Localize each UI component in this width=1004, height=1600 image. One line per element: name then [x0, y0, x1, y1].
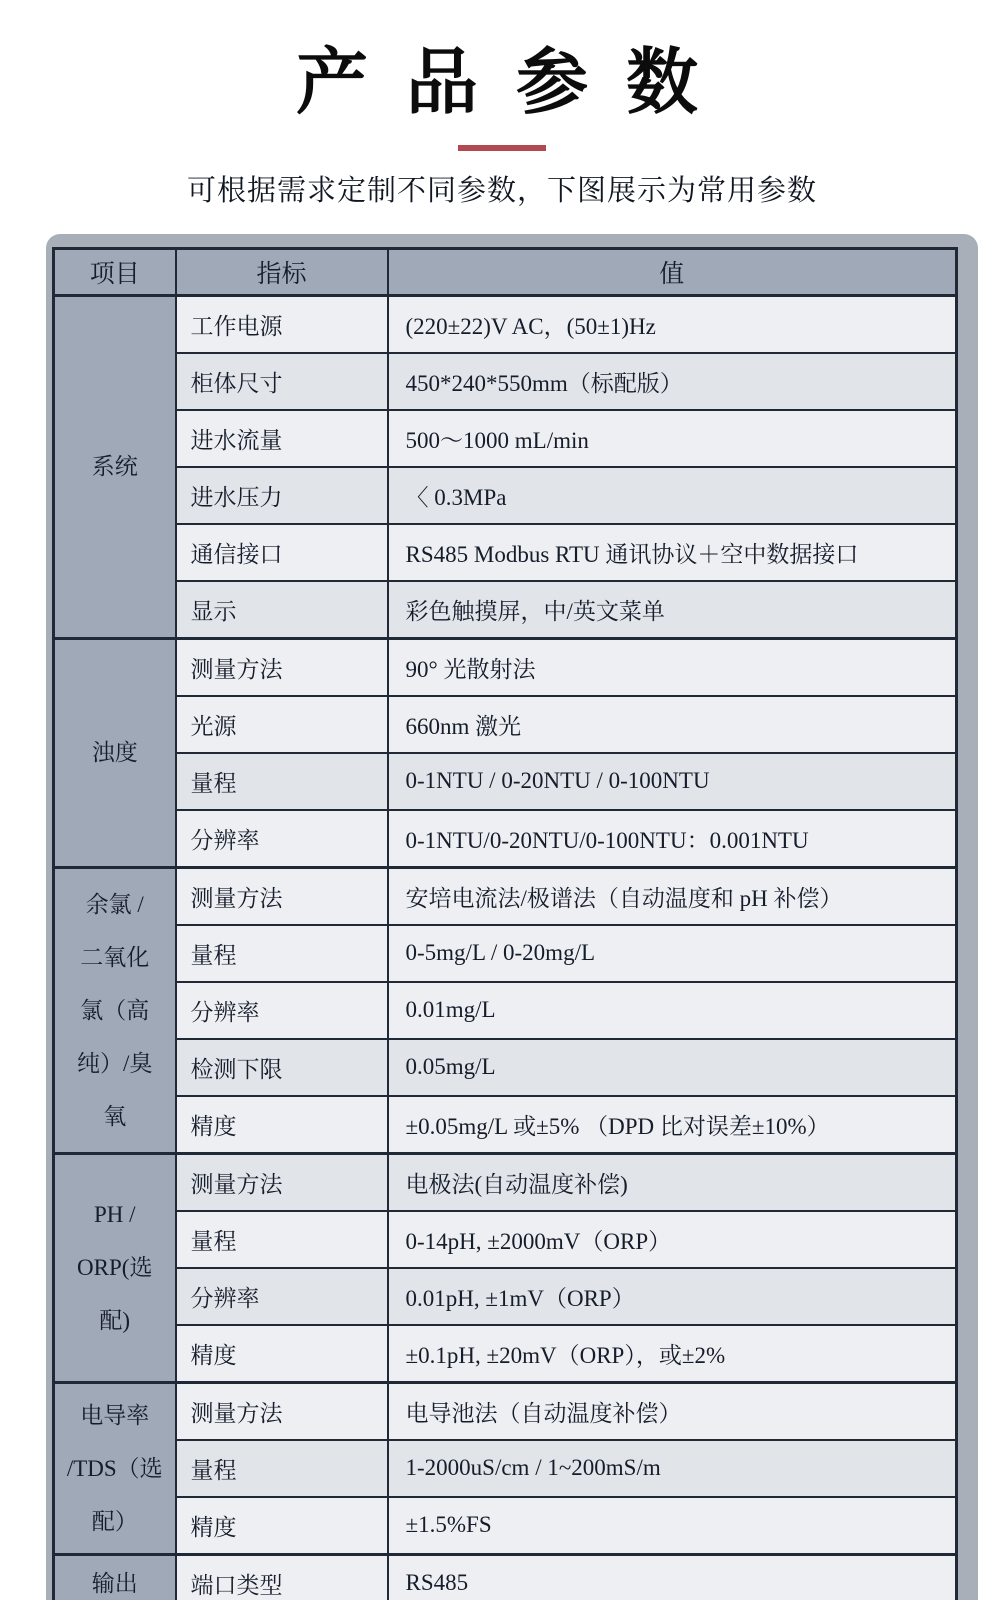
group-label-line: 氯（高	[80, 997, 150, 1023]
group-label-line: 氧	[103, 1103, 127, 1129]
table-row	[54, 1497, 957, 1555]
group-label-line: PH /	[93, 1202, 136, 1228]
value-cell: 90° 光散射法	[388, 638, 957, 696]
indicator-cell: 检测下限	[176, 1039, 388, 1096]
indicator-cell: 测量方法	[176, 867, 388, 925]
value-cell: ±0.1pH, ±20mV（ORP），或±2%	[388, 1325, 957, 1383]
spec-table-body	[54, 295, 957, 1600]
indicator-cell: 通信接口	[176, 524, 388, 581]
table-row	[54, 295, 957, 353]
indicator-cell: 进水流量	[176, 410, 388, 467]
indicator-cell: 工作电源	[176, 295, 388, 353]
indicator-cell: 分辨率	[176, 810, 388, 868]
indicator-cell: 柜体尺寸	[176, 353, 388, 410]
group-label-line: 电导率	[80, 1402, 150, 1428]
value-cell: 500～1000 mL/min	[388, 410, 957, 467]
group-label-line: /TDS（选	[66, 1455, 163, 1481]
indicator-cell: 测量方法	[176, 1382, 388, 1440]
table-row	[54, 1039, 957, 1096]
group-label-line: ORP(选	[77, 1255, 153, 1281]
table-row	[54, 410, 957, 467]
title-divider	[458, 145, 546, 151]
spec-table-panel	[46, 234, 978, 1600]
header-cell-indicator: 指标	[176, 248, 388, 295]
group-cell	[54, 295, 176, 638]
table-row	[54, 867, 957, 925]
value-cell: 0-1NTU/0-20NTU/0-100NTU：0.001NTU	[388, 810, 957, 868]
indicator-cell: 测量方法	[176, 638, 388, 696]
table-row	[54, 524, 957, 581]
table-row	[54, 925, 957, 982]
value-cell: 0-5mg/L / 0-20mg/L	[388, 925, 957, 982]
group-label-line: 余氯 /	[85, 891, 144, 917]
value-cell: 0-1NTU / 0-20NTU / 0-100NTU	[388, 753, 957, 810]
value-cell: 彩色触摸屏，中/英文菜单	[388, 581, 957, 639]
value-cell: 660nm 激光	[388, 696, 957, 753]
table-row	[54, 1554, 957, 1600]
group-label-line: 浊度	[91, 740, 138, 766]
table-row	[54, 1268, 957, 1325]
indicator-cell: 进水压力	[176, 467, 388, 524]
indicator-cell: 测量方法	[176, 1153, 388, 1211]
indicator-cell: 量程	[176, 1211, 388, 1268]
table-row	[54, 1325, 957, 1383]
table-row	[54, 581, 957, 639]
page-title: 产 品 参 数	[295, 43, 708, 123]
page-subtitle: 可根据需求定制不同参数，下图展示为常用参数	[186, 174, 817, 207]
header-cell-item: 项目	[54, 248, 176, 295]
table-row	[54, 982, 957, 1039]
indicator-cell: 精度	[176, 1096, 388, 1154]
table-row	[54, 1440, 957, 1497]
indicator-cell: 端口类型	[176, 1554, 388, 1600]
value-cell: RS485	[388, 1554, 957, 1600]
group-cell	[54, 867, 176, 1153]
table-row	[54, 1211, 957, 1268]
group-cell	[54, 638, 176, 867]
value-cell: 0.01pH, ±1mV（ORP）	[388, 1268, 957, 1325]
value-cell: RS485 Modbus RTU 通讯协议＋空中数据接口	[388, 524, 957, 581]
value-cell: 安培电流法/极谱法（自动温度和 pH 补偿）	[388, 867, 957, 925]
table-row	[54, 696, 957, 753]
table-row	[54, 1096, 957, 1154]
indicator-cell: 精度	[176, 1497, 388, 1555]
group-label-line: 配）	[91, 1508, 138, 1534]
group-label-line: 配)	[99, 1308, 131, 1334]
group-label-line: 输出	[91, 1570, 138, 1596]
value-cell: 1-2000uS/cm / 1~200mS/m	[388, 1440, 957, 1497]
indicator-cell: 量程	[176, 1440, 388, 1497]
indicator-cell: 量程	[176, 925, 388, 982]
table-header-row	[54, 248, 957, 295]
value-cell: (220±22)V AC，(50±1)Hz	[388, 295, 957, 353]
value-cell: 电极法(自动温度补偿)	[388, 1153, 957, 1211]
group-cell	[54, 1554, 176, 1600]
group-cell	[54, 1382, 176, 1554]
group-label-line: 系统	[91, 454, 138, 480]
table-row	[54, 1153, 957, 1211]
indicator-cell: 精度	[176, 1325, 388, 1383]
table-row	[54, 753, 957, 810]
value-cell: 〈 0.3MPa	[388, 467, 957, 524]
indicator-cell: 光源	[176, 696, 388, 753]
group-cell	[54, 1153, 176, 1382]
header-cell-value: 值	[388, 248, 957, 295]
value-cell: 0.01mg/L	[388, 982, 957, 1039]
table-row	[54, 1382, 957, 1440]
group-label-line: 二氧化	[80, 944, 150, 970]
group-label-line: 纯）/臭	[77, 1050, 153, 1076]
value-cell: ±1.5%FS	[388, 1497, 957, 1555]
table-row	[54, 638, 957, 696]
value-cell: 450*240*550mm（标配版）	[388, 353, 957, 410]
indicator-cell: 分辨率	[176, 1268, 388, 1325]
value-cell: 0-14pH, ±2000mV（ORP）	[388, 1211, 957, 1268]
spec-table	[52, 247, 958, 1600]
table-row	[54, 810, 957, 868]
indicator-cell: 量程	[176, 753, 388, 810]
value-cell: 0.05mg/L	[388, 1039, 957, 1096]
value-cell: ±0.05mg/L 或±5% （DPD 比对误差±10%）	[388, 1096, 957, 1154]
indicator-cell: 分辨率	[176, 982, 388, 1039]
table-row	[54, 353, 957, 410]
indicator-cell: 显示	[176, 581, 388, 639]
value-cell: 电导池法（自动温度补偿）	[388, 1382, 957, 1440]
table-row	[54, 467, 957, 524]
